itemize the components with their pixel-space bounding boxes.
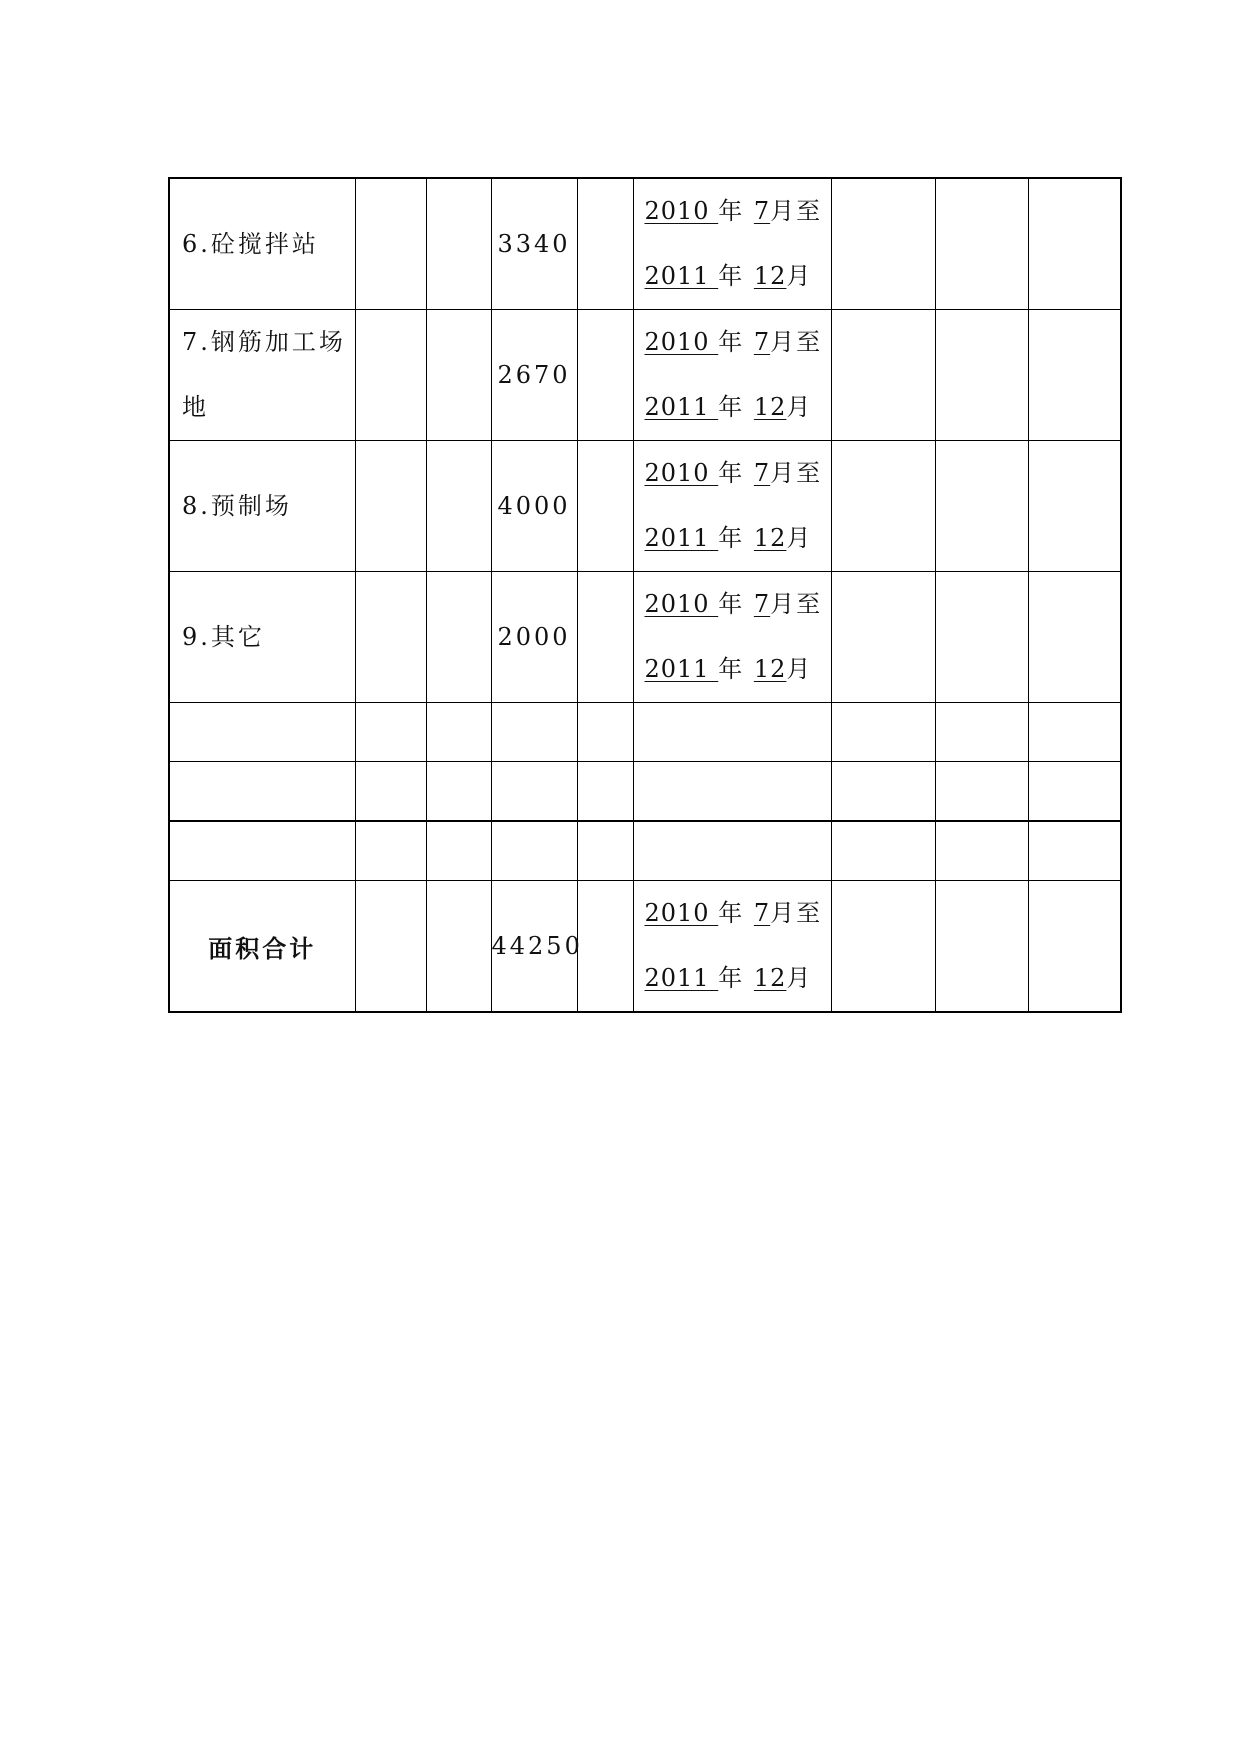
period-start — [645, 881, 831, 946]
year-char: 年 — [718, 899, 754, 927]
empty-cell — [577, 821, 633, 881]
period-end — [645, 375, 831, 440]
empty-cell — [1028, 572, 1121, 703]
end-year: 2011 — [644, 524, 719, 552]
period-start — [645, 179, 831, 244]
period-end — [645, 506, 831, 571]
empty-cell — [355, 821, 426, 881]
start-year: 2010 — [644, 328, 719, 356]
facility-name: 8.预制场 — [182, 491, 292, 520]
empty-cell — [426, 310, 491, 441]
period-cell — [633, 572, 831, 703]
site-area-table — [168, 177, 1122, 1013]
total-label: 面积合计 — [169, 881, 355, 1013]
start-year: 2010 — [644, 899, 719, 927]
facility-name-cell — [169, 178, 355, 310]
facility-name-cell — [169, 441, 355, 572]
empty-cell — [169, 821, 355, 881]
empty-cell — [831, 821, 935, 881]
year-char: 年 — [718, 393, 754, 421]
facility-name: 9.其它 — [182, 622, 265, 651]
month-char: 月 — [786, 964, 813, 992]
end-year: 2011 — [644, 393, 719, 421]
empty-cell — [633, 821, 831, 881]
year-char: 年 — [718, 964, 754, 992]
start-month: 7 — [753, 328, 771, 356]
month-char: 月 — [786, 262, 813, 290]
year-char: 年 — [718, 655, 754, 683]
end-month: 12 — [753, 964, 787, 992]
empty-cell — [426, 881, 491, 1013]
table-row — [169, 572, 1121, 703]
empty-cell — [1028, 441, 1121, 572]
table-row — [169, 310, 1121, 441]
empty-cell — [831, 178, 935, 310]
empty-cell — [577, 178, 633, 310]
month-char: 月 — [786, 655, 813, 683]
area-cell: 4000 — [491, 441, 577, 572]
year-char: 年 — [718, 328, 754, 356]
empty-cell — [935, 572, 1028, 703]
empty-cell — [426, 821, 491, 881]
period-end — [645, 637, 831, 702]
empty-cell — [577, 881, 633, 1013]
end-month: 12 — [753, 393, 787, 421]
empty-cell — [935, 178, 1028, 310]
total-area-cell: 44250 — [491, 881, 577, 1013]
year-char: 年 — [718, 459, 754, 487]
start-month: 7 — [753, 899, 771, 927]
month-to-char: 月至 — [770, 899, 823, 927]
empty-row — [169, 821, 1121, 881]
period-cell — [633, 310, 831, 441]
start-month: 7 — [753, 590, 771, 618]
period-start — [645, 572, 831, 637]
year-char: 年 — [718, 590, 754, 618]
month-char: 月 — [786, 524, 813, 552]
table-row — [169, 441, 1121, 572]
empty-cell — [1028, 178, 1121, 310]
end-year: 2011 — [644, 655, 719, 683]
empty-cell — [633, 762, 831, 822]
empty-cell — [355, 572, 426, 703]
period-start — [645, 441, 831, 506]
empty-cell — [831, 572, 935, 703]
empty-cell — [169, 703, 355, 762]
end-year: 2011 — [644, 262, 719, 290]
empty-cell — [831, 881, 935, 1013]
total-row — [169, 881, 1121, 1013]
period-cell — [633, 441, 831, 572]
empty-cell — [491, 762, 577, 822]
empty-cell — [355, 178, 426, 310]
empty-cell — [577, 310, 633, 441]
end-month: 12 — [753, 655, 787, 683]
empty-cell — [577, 762, 633, 822]
start-month: 7 — [753, 197, 771, 225]
period-end — [645, 946, 831, 1011]
year-char: 年 — [718, 262, 754, 290]
month-to-char: 月至 — [770, 328, 823, 356]
facility-name: 6.砼搅拌站 — [182, 229, 319, 258]
facility-name: 7.钢筋加工场地 — [182, 328, 346, 421]
empty-cell — [935, 762, 1028, 822]
period-cell — [633, 178, 831, 310]
end-month: 12 — [753, 262, 787, 290]
empty-cell — [831, 703, 935, 762]
facility-name-cell — [169, 572, 355, 703]
empty-cell — [577, 703, 633, 762]
year-char: 年 — [718, 197, 754, 225]
empty-cell — [355, 881, 426, 1013]
start-month: 7 — [753, 459, 771, 487]
empty-cell — [935, 821, 1028, 881]
empty-cell — [633, 703, 831, 762]
empty-cell — [1028, 762, 1121, 822]
empty-cell — [935, 881, 1028, 1013]
empty-cell — [355, 703, 426, 762]
empty-cell — [831, 441, 935, 572]
empty-cell — [577, 441, 633, 572]
empty-cell — [935, 310, 1028, 441]
empty-cell — [831, 762, 935, 822]
empty-cell — [491, 821, 577, 881]
period-cell — [633, 881, 831, 1013]
year-char: 年 — [718, 524, 754, 552]
empty-cell — [1028, 821, 1121, 881]
empty-cell — [426, 762, 491, 822]
empty-cell — [426, 441, 491, 572]
empty-cell — [355, 762, 426, 822]
empty-cell — [355, 441, 426, 572]
empty-cell — [1028, 310, 1121, 441]
empty-cell — [577, 572, 633, 703]
facility-name-cell — [169, 310, 355, 441]
empty-cell — [355, 310, 426, 441]
empty-cell — [169, 762, 355, 822]
month-char: 月 — [786, 393, 813, 421]
start-year: 2010 — [644, 459, 719, 487]
empty-cell — [426, 572, 491, 703]
empty-cell — [491, 703, 577, 762]
empty-cell — [831, 310, 935, 441]
month-to-char: 月至 — [770, 197, 823, 225]
period-end — [645, 244, 831, 309]
end-month: 12 — [753, 524, 787, 552]
period-start — [645, 310, 831, 375]
empty-cell — [935, 441, 1028, 572]
area-cell: 3340 — [491, 178, 577, 310]
empty-cell — [1028, 703, 1121, 762]
area-cell: 2000 — [491, 572, 577, 703]
end-year: 2011 — [644, 964, 719, 992]
empty-cell — [1028, 881, 1121, 1013]
month-to-char: 月至 — [770, 590, 823, 618]
empty-row — [169, 762, 1121, 822]
month-to-char: 月至 — [770, 459, 823, 487]
empty-cell — [935, 703, 1028, 762]
empty-row — [169, 703, 1121, 762]
table-row — [169, 178, 1121, 310]
start-year: 2010 — [644, 590, 719, 618]
start-year: 2010 — [644, 197, 719, 225]
empty-cell — [426, 178, 491, 310]
area-cell: 2670 — [491, 310, 577, 441]
empty-cell — [426, 703, 491, 762]
